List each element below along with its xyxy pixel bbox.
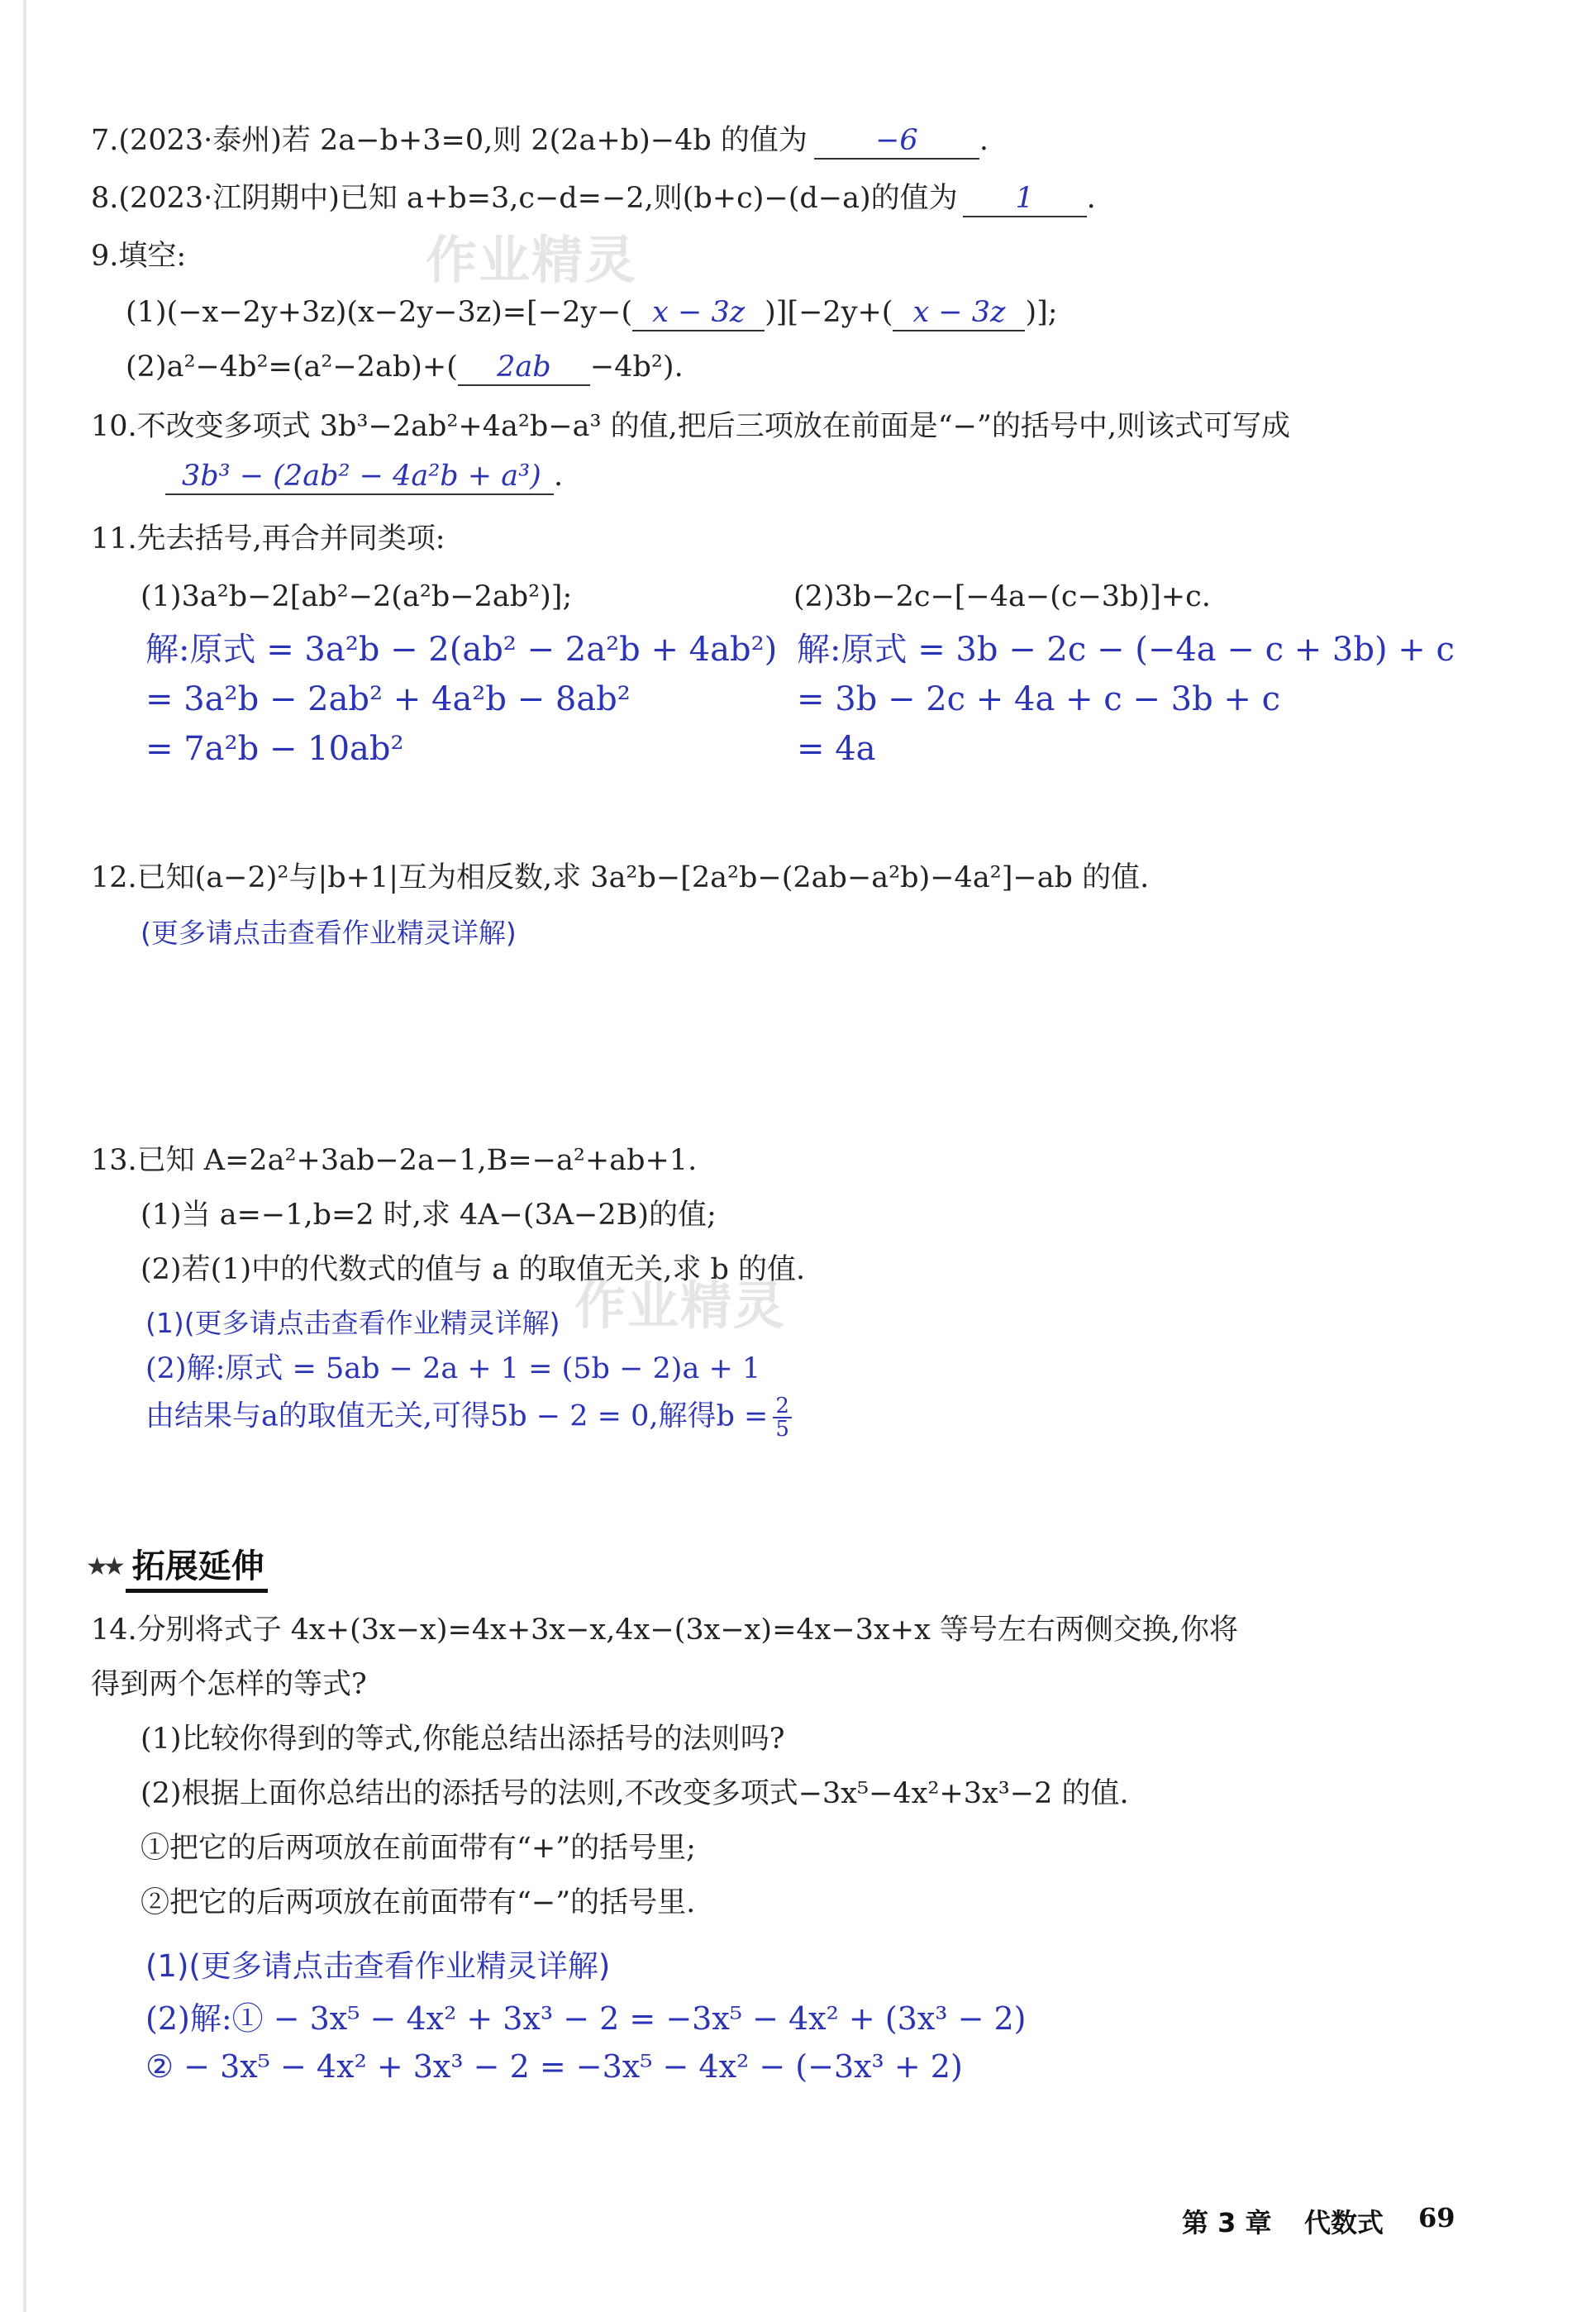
chapter-label: 第 3 章 xyxy=(1182,2207,1272,2238)
question-13-details-link[interactable]: (1)(更多请点击查看作业精灵详解) xyxy=(145,1307,560,1339)
question-9-part-1 xyxy=(126,294,1058,331)
question-9-answer-1: x − 3z xyxy=(632,300,765,331)
question-13-solution-line-1: (2)解:原式 = 5ab − 2a + 1 = (5b − 2)a + 1 xyxy=(145,1352,761,1385)
question-7-text: 7.(2023·泰州)若 2a−b+3=0,则 2(2a+b)−4b 的值为 xyxy=(91,124,808,157)
question-9-part-2 xyxy=(126,349,684,386)
question-14-solution-line-2: ② − 3x⁵ − 4x² + 3x³ − 2 = −3x⁵ − 4x² − (−3x³ + 2) xyxy=(145,2048,963,2085)
q11-solution-2-line-1: 解:原式 = 3b − 2c − (−4a − c + 3b) + c xyxy=(797,631,1455,669)
text: )][−2y+( xyxy=(765,296,893,329)
page-fold-shadow xyxy=(23,0,26,2312)
question-14-part-1: (1)比较你得到的等式,你能总结出添括号的法则吗? xyxy=(141,1723,785,1756)
question-12-details-link[interactable]: (更多请点击查看作业精灵详解) xyxy=(141,917,517,949)
question-9-answer-2: x − 3z xyxy=(893,300,1025,331)
question-10-text: 10.不改变多项式 3b³−2ab²+4a²b−a³ 的值,把后三项放在前面是“−”的括号中,则该式可写成 xyxy=(91,410,1290,443)
q11-solution-1-line-2: = 3a²b − 2ab² + 4a²b − 8ab² xyxy=(145,680,631,718)
fraction xyxy=(773,1395,792,1440)
text: (2)a²−4b²=(a²−2ab)+( xyxy=(126,350,458,384)
period: . xyxy=(554,460,564,493)
q11-solution-2-line-3: = 4a xyxy=(797,730,876,768)
question-8 xyxy=(91,180,1096,217)
question-9-answer-3: 2ab xyxy=(458,355,590,386)
section-heading xyxy=(86,1542,268,1591)
question-13-part-1: (1)当 a=−1,b=2 时,求 4A−(3A−2B)的值; xyxy=(141,1199,717,1232)
watermark: 作业精灵 xyxy=(574,1275,787,1336)
question-7-answer: −6 xyxy=(814,128,979,160)
page-number: 69 xyxy=(1418,2202,1455,2233)
question-13-part-2: (2)若(1)中的代数式的值与 a 的取值无关,求 b 的值. xyxy=(141,1253,806,1286)
text: 由结果与a的取值无关,可得5b − 2 = 0,解得b = xyxy=(145,1399,769,1433)
question-8-answer: 1 xyxy=(963,186,1087,217)
question-11-title: 11.先去括号,再合并同类项: xyxy=(91,522,445,555)
question-10-answer-line xyxy=(165,458,563,495)
chapter-topic: 代数式 xyxy=(1304,2207,1384,2238)
question-13-text: 13.已知 A=2a²+3ab−2a−1,B=−a²+ab+1. xyxy=(91,1144,698,1177)
text: (1)(−x−2y+3z)(x−2y−3z)=[−2y−( xyxy=(126,296,633,329)
question-11-part-2: (2)3b−2c−[−4a−(c−3b)]+c. xyxy=(793,580,1211,613)
question-13-solution-line-2 xyxy=(145,1395,792,1440)
question-9-title: 9.填空: xyxy=(91,240,187,273)
q11-solution-1-line-3: = 7a²b − 10ab² xyxy=(145,730,404,768)
question-14-part-2: (2)根据上面你总结出的添括号的法则,不改变多项式−3x⁵−4x²+3x³−2 的值. xyxy=(141,1777,1129,1810)
question-7 xyxy=(91,122,989,160)
section-title: 拓展延伸 xyxy=(126,1540,268,1593)
question-8-text: 8.(2023·江阴期中)已知 a+b=3,c−d=−2,则(b+c)−(d−a)的值为 xyxy=(91,182,958,215)
question-12-text: 12.已知(a−2)²与|b+1|互为相反数,求 3a²b−[2a²b−(2ab−a²b)−4a²]−ab 的值. xyxy=(91,861,1150,894)
text: −4b²). xyxy=(589,350,684,384)
q11-solution-2-line-2: = 3b − 2c + 4a + c − 3b + c xyxy=(797,680,1281,718)
question-14-part-2b: ②把它的后两项放在前面带有“−”的括号里. xyxy=(141,1886,696,1919)
question-14-part-2a: ①把它的后两项放在前面带有“+”的括号里; xyxy=(141,1832,696,1865)
fraction-numerator: 2 xyxy=(773,1395,792,1418)
question-11-part-1: (1)3a²b−2[ab²−2(a²b−2ab²)]; xyxy=(141,580,573,613)
watermark: 作业精灵 xyxy=(426,230,638,290)
text: )]; xyxy=(1025,296,1058,329)
period: . xyxy=(1086,182,1096,215)
question-10-answer: 3b³ − (2ab² − 4a²b + a³) xyxy=(165,464,554,495)
star-icon: ★★ xyxy=(86,1552,121,1581)
question-14-details-link[interactable]: (1)(更多请点击查看作业精灵详解) xyxy=(145,1948,611,1984)
fraction-denominator: 5 xyxy=(775,1417,789,1442)
q11-solution-1-line-1: 解:原式 = 3a²b − 2(ab² − 2a²b + 4ab²) xyxy=(145,631,778,669)
question-14-line-1: 14.分别将式子 4x+(3x−x)=4x+3x−x,4x−(3x−x)=4x−3x+x 等号左右两侧交换,你将 xyxy=(91,1614,1239,1647)
question-14-line-2: 得到两个怎样的等式? xyxy=(91,1668,367,1701)
period: . xyxy=(979,124,989,157)
question-14-solution-line-1: (2)解:① − 3x⁵ − 4x² + 3x³ − 2 = −3x⁵ − 4x² + (3x³ − 2) xyxy=(145,2000,1027,2037)
